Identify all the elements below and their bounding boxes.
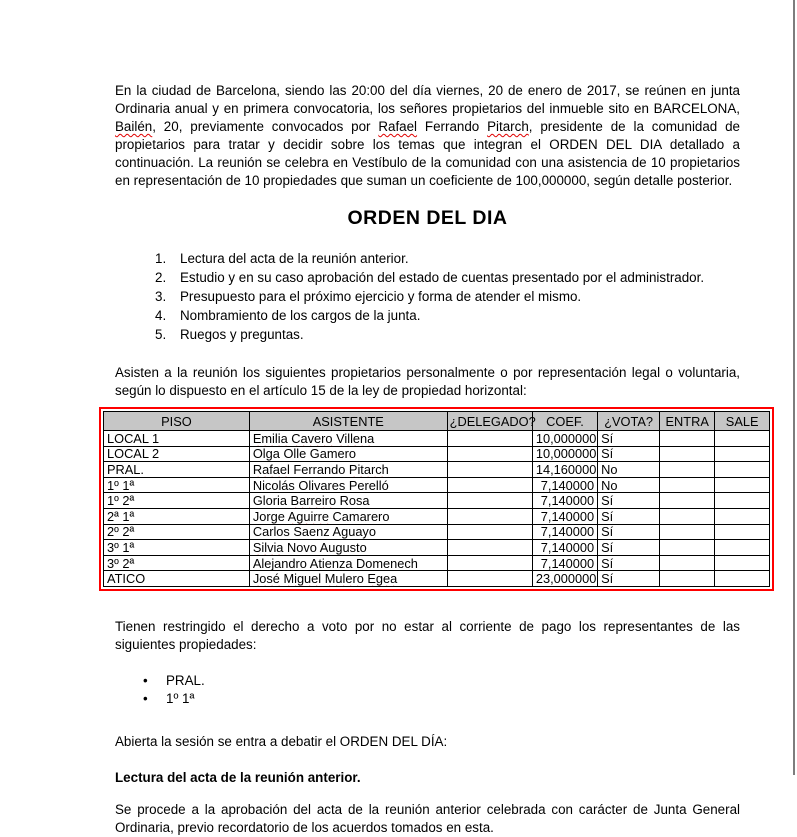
agenda-item xyxy=(115,268,740,287)
table-row xyxy=(104,431,770,447)
misspelled-word: Atienza xyxy=(309,555,353,571)
closing-paragraph: Se procede a la aprobación del acta de la reunión anterior celebrada con carácter de Junta General Ordinaria, previo recordatorio de los acuerdos tomados en esta. xyxy=(115,801,740,835)
restricted-item-text: PRAL. xyxy=(166,672,205,688)
table-header-cell: SALE xyxy=(715,412,770,431)
cell-delegado xyxy=(447,493,532,509)
agenda-item-number: 5. xyxy=(155,327,167,342)
cell-piso: 1º 1ª xyxy=(104,477,250,493)
cell-sale xyxy=(715,508,770,524)
agenda-item xyxy=(115,325,740,344)
cell-asistente xyxy=(249,477,447,493)
misspelled-word: Saenz xyxy=(293,524,330,540)
misspelled-word: Aguirre xyxy=(287,508,329,524)
cell-sale xyxy=(715,571,770,587)
table-row xyxy=(104,571,770,587)
agenda-list xyxy=(115,249,740,344)
cell-piso: 3º 1ª xyxy=(104,540,250,556)
agenda-item xyxy=(115,306,740,325)
table-header-cell: ¿VOTA? xyxy=(598,412,660,431)
cell-piso: LOCAL 1 xyxy=(104,431,250,447)
text-run: Olivares xyxy=(298,477,346,493)
cell-coef: 7,140000 xyxy=(532,493,597,509)
text-run: Novo xyxy=(287,539,317,555)
agenda-item-number: 2. xyxy=(155,270,167,285)
cell-delegado xyxy=(447,555,532,571)
agenda-item-text: Presupuesto para el próximo ejercicio y forma de atender el mismo. xyxy=(180,289,582,304)
table-header-row xyxy=(104,412,770,431)
misspelled-word: Olle xyxy=(283,446,307,462)
cell-asistente xyxy=(249,540,447,556)
agenda-point-heading: Lectura del acta de la reunión anterior. xyxy=(115,769,361,785)
cell-vota: Sí xyxy=(598,508,660,524)
cell-vota: Sí xyxy=(598,524,660,540)
cell-vota: Sí xyxy=(598,571,660,587)
misspelled-word: Cavero xyxy=(291,430,333,446)
agenda-item-text: Nombramiento de los cargos de la junta. xyxy=(180,308,421,323)
misspelled-word: Olga xyxy=(252,446,280,462)
agenda-item-text: Ruegos y preguntas. xyxy=(180,327,304,342)
intro-paragraph xyxy=(115,82,740,190)
table-row xyxy=(104,462,770,478)
attendance-table-highlight-border[interactable] xyxy=(99,407,774,591)
cell-coef: 23,000000 xyxy=(532,571,597,587)
misspelled-word: José xyxy=(252,571,280,587)
cell-coef: 7,140000 xyxy=(532,508,597,524)
cell-sale xyxy=(715,477,770,493)
cell-sale xyxy=(715,446,770,462)
table-header-cell: ENTRA xyxy=(660,412,715,431)
text-run: Gloria xyxy=(252,493,287,509)
agenda-item xyxy=(115,249,740,268)
bullet-marker: • xyxy=(143,672,148,688)
text-run: , presidente de la comunidad de propietarios para tratar y decidir sobre los temas que integran el ORDEN DEL DIA detallado a continuación. La reunión se celebra en Vestíbulo de la comunidad con una asistencia de 10 propietarios en representación de 10 propiedades que suman un coeficiente de 100,000000, según detalle posterior. xyxy=(115,119,741,188)
agenda-item-text: Lectura del acta de la reunión anterior. xyxy=(180,251,409,266)
misspelled-word: Rafael xyxy=(252,461,290,477)
misspelled-word: Mulero xyxy=(324,571,364,587)
misspelled-word: Miguel xyxy=(283,571,322,587)
cell-sale xyxy=(715,462,770,478)
cell-vota: Sí xyxy=(598,446,660,462)
table-row xyxy=(104,493,770,509)
table-row xyxy=(104,555,770,571)
misspelled-word: Rafael xyxy=(378,119,418,134)
cell-asistente xyxy=(249,508,447,524)
cell-coef: 10,000000 xyxy=(532,431,597,447)
bullet-marker: • xyxy=(143,691,148,707)
cell-asistente xyxy=(249,571,447,587)
cell-delegado xyxy=(447,446,532,462)
cell-entra xyxy=(660,431,715,447)
cell-vota: No xyxy=(598,462,660,478)
restricted-voters-list xyxy=(115,672,740,709)
cell-entra xyxy=(660,477,715,493)
misspelled-word: Perelló xyxy=(348,477,389,493)
agenda-item-text: Estudio y en su caso aprobación del estado de cuentas presentado por el administrador. xyxy=(180,270,705,285)
table-row xyxy=(104,540,770,556)
cell-delegado xyxy=(447,540,532,556)
text-run: Ferrando xyxy=(293,461,346,477)
restricted-list-item xyxy=(115,672,740,691)
cell-vota: Sí xyxy=(598,493,660,509)
cell-piso: 2º 2ª xyxy=(104,524,250,540)
text-run: Rosa xyxy=(339,493,370,509)
cell-delegado xyxy=(447,524,532,540)
cell-asistente xyxy=(249,493,447,509)
text-run: Camarero xyxy=(332,508,390,524)
cell-coef: 14,160000 xyxy=(532,462,597,478)
misspelled-word: Gamero xyxy=(309,446,356,462)
table-header-cell: ¿DELEGADO? xyxy=(447,412,532,431)
table-row xyxy=(104,446,770,462)
cell-sale xyxy=(715,524,770,540)
attendees-paragraph: Asisten a la reunión los siguientes propietarios personalmente o por representación legal o voluntaria, según lo dispuesto en el artículo 15 de la ley de propiedad horizontal: xyxy=(115,365,740,398)
table-header-cell: ASISTENTE xyxy=(249,412,447,431)
cell-vota: No xyxy=(598,477,660,493)
text-run: Ferrando xyxy=(417,119,488,134)
agenda-item-number: 3. xyxy=(155,289,167,304)
cell-asistente xyxy=(249,462,447,478)
cell-sale xyxy=(715,431,770,447)
table-row xyxy=(104,477,770,493)
misspelled-word: Barreiro xyxy=(290,493,337,509)
cell-coef: 10,000000 xyxy=(532,446,597,462)
misspelled-word: Aguayo xyxy=(332,524,376,540)
cell-sale xyxy=(715,540,770,556)
table-header-cell: PISO xyxy=(104,412,250,431)
cell-piso: 1º 2ª xyxy=(104,493,250,509)
cell-asistente xyxy=(249,555,447,571)
misspelled-word: Alejandro xyxy=(252,555,307,571)
cell-coef: 7,140000 xyxy=(532,477,597,493)
table-row xyxy=(104,508,770,524)
cell-delegado xyxy=(447,571,532,587)
cell-entra xyxy=(660,508,715,524)
cell-piso: 2ª 1ª xyxy=(104,508,250,524)
text-run: En la ciudad de Barcelona, siendo las 20:00 del día viernes, 20 de enero de 2017, se reúnen en junta Ordinaria anual y en primera convocatoria, los señores propietarios del inmueble sito en BARCELONA, xyxy=(115,83,740,116)
window-right-edge xyxy=(793,0,795,775)
cell-vota: Sí xyxy=(598,431,660,447)
misspelled-word: Villena xyxy=(336,430,375,446)
cell-asistente xyxy=(249,431,447,447)
cell-piso: ATICO xyxy=(104,571,250,587)
misspelled-word: Silvia xyxy=(252,539,284,555)
cell-entra xyxy=(660,540,715,556)
cell-vota: Sí xyxy=(598,540,660,556)
cell-coef: 7,140000 xyxy=(532,555,597,571)
cell-entra xyxy=(660,493,715,509)
misspelled-word: Emilia xyxy=(252,430,288,446)
misspelled-word: Domenech xyxy=(356,555,418,571)
agenda-item-number: 1. xyxy=(155,251,167,266)
orden-del-dia-title: ORDEN DEL DIA xyxy=(347,207,508,229)
table-header-cell: COEF. xyxy=(532,412,597,431)
cell-piso: PRAL. xyxy=(104,462,250,478)
cell-entra xyxy=(660,555,715,571)
cell-piso: LOCAL 2 xyxy=(104,446,250,462)
text-run: , 20, previamente convocados por xyxy=(152,119,379,134)
cell-coef: 7,140000 xyxy=(532,540,597,556)
misspelled-word: Pitarch xyxy=(348,461,389,477)
cell-sale xyxy=(715,493,770,509)
misspelled-word: Carlos xyxy=(252,524,290,540)
session-open-line: Abierta la sesión se entra a debatir el ORDEN DEL DÍA: xyxy=(115,733,448,749)
cell-coef: 7,140000 xyxy=(532,524,597,540)
restricted-list-item xyxy=(115,690,740,709)
cell-delegado xyxy=(447,477,532,493)
cell-piso: 3º 2ª xyxy=(104,555,250,571)
cell-delegado xyxy=(447,431,532,447)
misspelled-word: Bailén xyxy=(115,119,153,134)
cell-delegado xyxy=(447,508,532,524)
cell-vota: Sí xyxy=(598,555,660,571)
misspelled-word: Pitarch xyxy=(487,119,529,134)
cell-asistente xyxy=(249,446,447,462)
attendance-table xyxy=(103,411,770,587)
agenda-item-number: 4. xyxy=(155,308,167,323)
cell-sale xyxy=(715,555,770,571)
table-row xyxy=(104,524,770,540)
restricted-voters-paragraph: Tienen restringido el derecho a voto por no estar al corriente de pago los representantes de las siguientes propiedades: xyxy=(115,618,740,652)
agenda-item xyxy=(115,287,740,306)
cell-delegado xyxy=(447,462,532,478)
cell-entra xyxy=(660,571,715,587)
cell-entra xyxy=(660,446,715,462)
text-run: Augusto xyxy=(319,539,367,555)
cell-entra xyxy=(660,524,715,540)
misspelled-word: Nicolás xyxy=(252,477,295,493)
cell-entra xyxy=(660,462,715,478)
text-run: Jorge xyxy=(252,508,285,524)
restricted-item-text: 1º 1ª xyxy=(166,691,195,707)
cell-asistente xyxy=(249,524,447,540)
misspelled-word: Egea xyxy=(367,571,398,587)
